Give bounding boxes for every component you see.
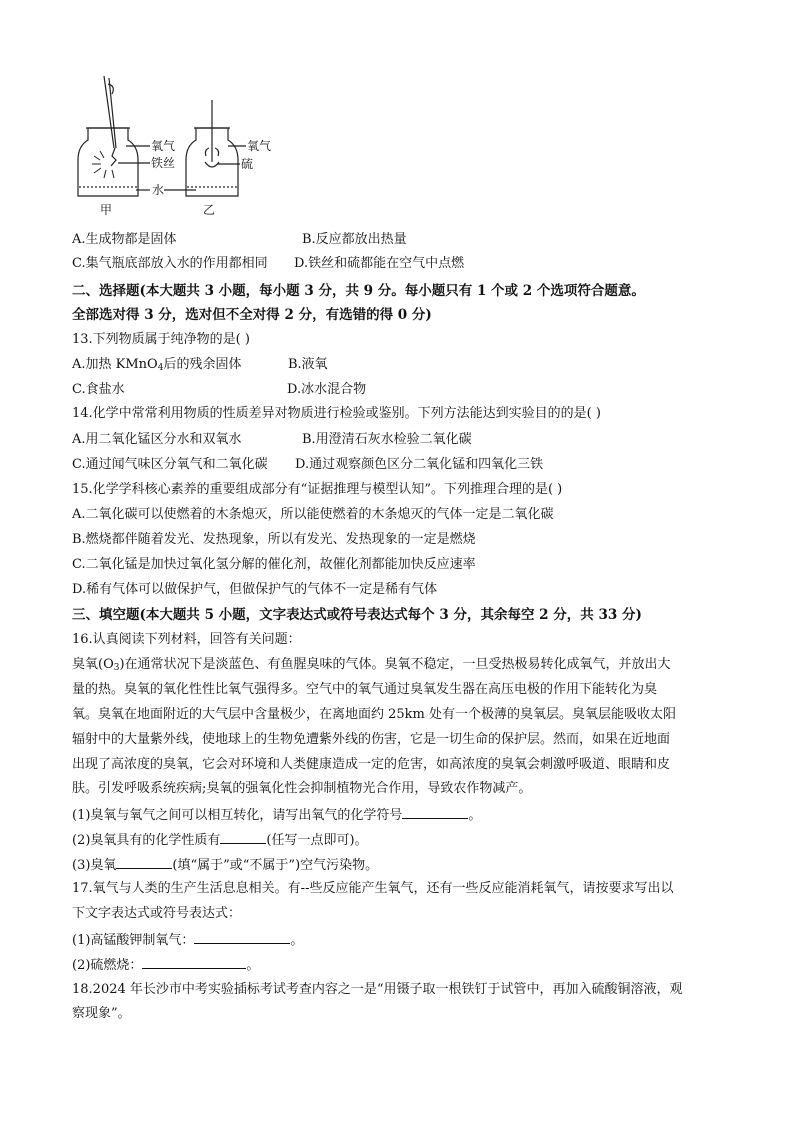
q16-passage-line3: 氧。臭氧在地面附近的大气层中含量极少，在离地面约 25km 处有一个极薄的臭氧层。臭氧层能吸收太阳	[72, 707, 677, 722]
q15-stem: 15.化学学科核心素养的重要组成部分有“证据推理与模型认知”。下列推理合理的是( )	[72, 482, 563, 497]
q12-option-c: C.集气瓶底部放入水的作用都相同	[72, 256, 268, 271]
q14-option-d: D.通过观察颜色区分二氧化锰和四氧化三铁	[295, 457, 544, 472]
q17-stem-line1: 17.氧气与人类的生产生活息息相关。有--些反应能产生氧气，还有一些反应能消耗氧气，请按要求写出以	[72, 881, 674, 896]
q16-passage-line1: 臭氧$(O_3)$在通常状况下是淡蓝色、有鱼腥臭味的气体。臭氧不稳定，一旦受热极易转化成氧气，并放出大	[72, 657, 671, 673]
caption-jia: 甲	[100, 203, 113, 217]
q16-subquestion-2: (2)臭氧具有的化学性质有 (任写一点即可)。	[72, 830, 368, 850]
answer-blank[interactable]	[402, 805, 468, 819]
q18-stem-line2: 察现象”。	[72, 1006, 131, 1021]
q15-option-a: A.二氧化碳可以使燃着的木条熄灭，所以能使燃着的木条熄灭的气体一定是二氧化碳	[72, 507, 554, 522]
q13-option-b: B.液氧	[288, 357, 328, 372]
q13-option-d: D.冰水混合物	[287, 382, 367, 397]
label-sulfur: 硫	[241, 157, 254, 171]
q15-option-c: C.二氧化锰是加快过氧化氢分解的催化剂，故催化剂都能加快反应速率	[72, 557, 476, 572]
q18-stem-line1: 18.2024 年长沙市中考实验插标考试考查内容之一是“用镊子取一根铁钉于试管中，再加入硫酸铜溶液，观	[72, 982, 683, 997]
q16-subquestion-1: (1)臭氧与氧气之间可以相互转化，请写出氧气的化学符号 。	[72, 805, 481, 825]
q13-option-a: A.加热 KMnO$_4$后的残余固体	[72, 357, 242, 373]
answer-blank[interactable]	[142, 955, 246, 969]
spark-lines	[92, 151, 114, 178]
section3-heading: 三、填空题(本大题共 5 小题，文字表达式或符号表达式每个 3 分，其余每空 2 分，共 33 分)	[72, 607, 642, 623]
q16-passage-line5: 出现了高浓度的臭氧，它会对环境和人类健康造成一定的危害，如高浓度的臭氧会刺激呼吸道、眼睛和皮	[72, 757, 671, 772]
section2-heading-line1: 二、选择题(本大题共 3 小题，每小题 3 分，共 9 分。每小题只有 1 个或 2 个选项符合题意。	[72, 283, 645, 299]
label-oxygen-yi: 氧气	[247, 139, 272, 153]
q15-option-b: B.燃烧都伴随着发光、发热现象，所以有发光、发热现象的一定是燃烧	[72, 532, 476, 547]
q13-option-c: C.食盐水	[72, 382, 125, 397]
q17-subquestion-2: (2)硫燃烧： 。	[72, 955, 259, 975]
gas-jar-diagram	[0, 0, 794, 230]
q16-passage-line6: 肤。引发呼吸系统疾病;臭氧的强氧化性会抑制植物光合作用，导致农作物减产。	[72, 781, 532, 796]
label-iron-wire: 铁丝	[151, 156, 176, 170]
label-oxygen-jia: 氧气	[151, 139, 176, 153]
q13-stem: 13.下列物质属于纯净物的是( )	[72, 332, 250, 347]
q12-option-b: B.反应都放出热量	[302, 232, 407, 247]
q14-option-b: B.用澄清石灰水检验二氧化碳	[302, 432, 472, 447]
answer-blank[interactable]	[194, 930, 290, 944]
q14-stem: 14.化学中常常利用物质的性质差异对物质进行检验或鉴别。下列方法能达到实验目的的是( )	[72, 406, 601, 421]
tongs	[104, 76, 116, 148]
caption-yi: 乙	[203, 203, 216, 217]
jar-jia	[78, 128, 138, 196]
answer-blank[interactable]	[116, 855, 172, 869]
q15-option-d: D.稀有气体可以做保护气，但做保护气的气体不一定是稀有气体	[72, 582, 438, 597]
q12-option-a: A.生成物都是固体	[72, 232, 177, 247]
answer-blank[interactable]	[220, 830, 266, 844]
q17-subquestion-1: (1)高锰酸钾制氧气： 。	[72, 930, 303, 950]
q12-option-d: D.铁丝和硫都能在空气中点燃	[294, 256, 465, 271]
q16-passage-line4: 辐射中的大量紫外线，使地球上的生物免遭紫外线的伤害，它是一切生命的保护层。然而，如果在近地面	[72, 732, 671, 747]
q14-option-a: A.用二氧化锰区分水和双氧水	[72, 432, 242, 447]
q17-stem-line2: 下文字表达式或符号表达式：	[72, 906, 242, 921]
section2-heading-line2: 全部选对得 3 分，选对但不全对得 2 分，有选错的得 0 分)	[72, 307, 432, 323]
q16-subquestion-3: (3)臭氧 (填“属于”或“不属于”)空气污染物。	[72, 855, 378, 875]
q14-option-c: C.通过闻气味区分氧气和二氧化碳	[72, 457, 268, 472]
q16-passage-line2: 量的热。臭氧的氧化性性比氧气强得多。空气中的氧气通过臭氧发生器在高压电极的作用下能转化为臭	[72, 682, 658, 697]
iron-wire	[111, 148, 116, 166]
sulfur-spoon	[205, 162, 219, 167]
label-water: 水	[152, 183, 165, 197]
q16-stem: 16.认真阅读下列材料，回答有关问题：	[72, 632, 301, 647]
